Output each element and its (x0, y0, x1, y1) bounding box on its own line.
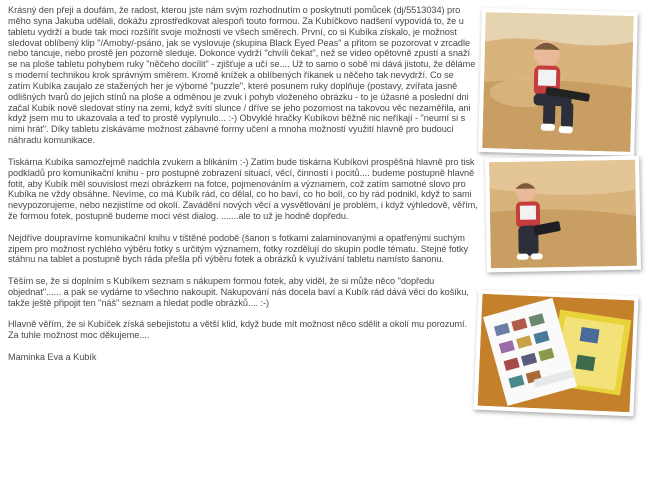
sofa-photo-image (482, 12, 634, 152)
paragraph-binder: Nejdříve doupravíme komunikační knihu v tištěné podobě (šanon s fotkami zalaminovanými a opatřenými suchým zipem pro možnost rychlého výběru fotky s určitým významem, fotky rozdělují do skupin podle tématu. Stejné fotky stáhnu na tablet a postupně bych ráda přešla při výběru fotek a obrázků k využívání tabletu namísto šanonu. (8, 232, 469, 265)
sitting-photo-image (489, 160, 637, 269)
photo-boy-sitting-with-tablet (485, 156, 641, 273)
binder-photo-image (478, 294, 635, 413)
article-body (8, 5, 478, 374)
paragraph-shopping: Těším se, že si doplním s Kubíkem seznam s nákupem formou fotek, aby viděl, že si může něco "dopředu objednat"...... a pak se vydáme to všechno nakoupit. Nakupování nás docela baví a Kubík rád dává věci do košíku, takže ještě připojit ten "náš" seznam a hledat podle obrázků.... :-) (8, 276, 469, 308)
paragraph-printer: Tiskárna Kubíka samozřejmě nadchla zvukem a blikáním :-) Zatím bude tiskárna Kubíkovi prospěšná hlavně pro tisk podkladů pro komunikační knihu - pro postupné zobrazení situací, věcí, činností i pocitů.... budeme postupně hlavně fotit, aby Kubík měl souvislost mezi obrázkem na fotce, pojmenováním a významem, což zatím samotné slovo pro Kubíka ne vždy obsáhne. Nevíme, co má Kubík rád, co dělal, co ho baví, co ho bolí, co by rád podnikl, když to sami nevypozorujeme, nebo nezjistíme od okolí. Zavádění nových věcí a vysvětlování je problém, i když výhledově, věřím, že formou fotek, postupně budeme moci vést dialog. .......ale to už je hodně dopředu. (8, 156, 478, 222)
photo-communication-binder (473, 290, 638, 417)
paragraph-intro: Krásný den přeji a doufám, že radost, kterou jste nám svým rozhodnutím o poskytnutí pomůcek (dj/5513034) pro měho syna Jakuba udělali, dokážu zprostředkovat alespoň touto formou. Za Kubíčkovo nadšení vypovídá to, že u tabletu vydrží a bude tak moci rozšířit svoje možnosti ve všech směrech. První, co si Kubíka získalo, je možnost sledovat oblíbený klip "/Amoby/-psáno, jak se vyslovuje (skupina Black Eyed Peas" a přitom se pozorovat v zrcadle nebo tancuje, nebo prostě jen pozorně sleduje. Dokonce vydrží "chvíli čekat", než se video opětovně zpustí a snaží se na ploše tabletu pohybem ruky "něčeho docílit" - zjišťuje a učí se.... Už to samo o sobě mi dává jistotu, že děláme s moderní technikou krok správným směrem. Kromě knížek a oblíbených říkanek u něčeho tak nevydrží. Co se zatím Kubíka zaujalo ze stažených her je výborné "puzzle", které posunem ruky doplňuje (postavy, zvířata jasně odlišných tvarů do jejich stínů na ploše a odměnou je zvuk i pohyb vloženého obrázku - to je úžasné a poslední dni začal Kubík nově sledovat stíny na zemi, když svítí slunce / dříve se jeho pozornost na takovou věc nezaměřila, ani když jsem mu to ukazovala a teď to prostě vyplynulo... :-) Obvyklé hračky Kubíkovi běžně nic neříkají - "neumí si s nimi hrát". Díky tabletu získáváme možnost zábavné formy učení a mnoha možností využití hlavně pro budoucí náhradu komunikace. (8, 5, 476, 146)
photo-boy-on-sofa-with-tablet (478, 8, 638, 156)
paragraph-thanks: Hlavně věřím, že si Kubíček získá sebejistotu a větší klid, když bude mít možnost něco sdělit a okolí mu porozumí. Za tuhle možnost moc děkujeme.... (8, 319, 467, 341)
signature: Maminka Eva a Kubík (8, 352, 97, 362)
